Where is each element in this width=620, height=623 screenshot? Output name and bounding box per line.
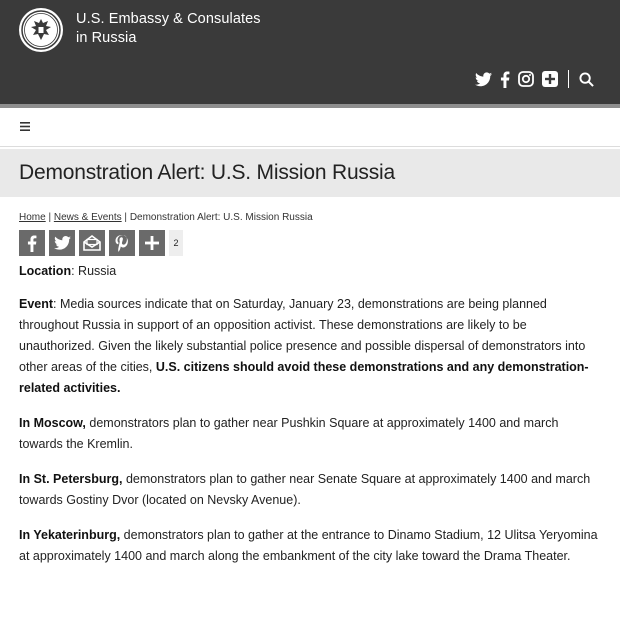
breadcrumb-separator: |: [121, 212, 130, 223]
site-title[interactable]: [76, 10, 261, 48]
site-title-line2: in Russia: [76, 30, 137, 46]
yekaterinburg-paragraph: [19, 525, 601, 567]
twitter-icon: [54, 236, 71, 250]
plus-icon[interactable]: [542, 71, 558, 87]
embassy-seal-logo[interactable]: [18, 7, 64, 53]
moscow-lead: In Moscow,: [19, 416, 86, 430]
yekaterinburg-lead: In Yekaterinburg,: [19, 528, 121, 542]
pinterest-icon: [114, 234, 130, 252]
social-divider: [568, 70, 569, 88]
hamburger-menu-icon[interactable]: [20, 122, 30, 131]
social-links: [475, 70, 594, 88]
title-band: [0, 149, 620, 197]
share-pinterest-button[interactable]: [109, 230, 135, 256]
site-header: [0, 0, 620, 108]
facebook-icon[interactable]: [500, 71, 510, 88]
yekaterinburg-text: demonstrators plan to gather at the entrance to Dinamo Stadium, 12 Ulitsa Yeryomina at approximately 1400 and march along the embankment of the city lake toward the Drama Theater.: [19, 528, 598, 563]
petersburg-text: demonstrators plan to gather near Senate Square at approximately 1400 and march towards Gostiny Dvor (located on Nevsky Avenue).: [19, 472, 591, 507]
share-more-button[interactable]: [139, 230, 165, 256]
event-text: : Media sources indicate that on Saturday, January 23, demonstrations are being planned throughout Russia in support of an opposition activist. These demonstrations are likely to be unauthorized. Given the likely substantial police presence and possible dispersal of demonstrators into other areas of the cities,: [19, 297, 586, 374]
page-title: Demonstration Alert: U.S. Mission Russia: [19, 161, 395, 184]
event-label: Event: [19, 297, 54, 311]
petersburg-lead: In St. Petersburg,: [19, 472, 123, 486]
location-line: [19, 262, 601, 280]
twitter-icon[interactable]: [475, 72, 492, 87]
breadcrumb: [19, 212, 601, 224]
petersburg-paragraph: [19, 469, 601, 511]
nav-bar: [0, 108, 620, 147]
search-icon[interactable]: [579, 72, 594, 87]
location-label: Location: [19, 264, 72, 278]
moscow-paragraph: [19, 413, 601, 455]
event-paragraph: [19, 294, 601, 399]
share-twitter-button[interactable]: [49, 230, 75, 256]
share-facebook-button[interactable]: [19, 230, 45, 256]
article: [0, 212, 620, 567]
breadcrumb-current: Demonstration Alert: U.S. Mission Russia: [129, 212, 313, 223]
instagram-icon[interactable]: [518, 71, 534, 87]
facebook-icon: [27, 235, 37, 252]
share-bar: [19, 230, 601, 256]
breadcrumb-separator: |: [45, 212, 54, 223]
share-count: 2: [169, 230, 183, 256]
share-email-button[interactable]: [79, 230, 105, 256]
event-warning: U.S. citizens should avoid these demonstrations and any demonstration-related activities.: [19, 360, 589, 395]
plus-icon: [145, 236, 159, 250]
breadcrumb-news-link[interactable]: News & Events: [53, 212, 122, 223]
breadcrumb-home-link[interactable]: Home: [19, 212, 46, 223]
site-title-line1: U.S. Embassy & Consulates: [76, 11, 261, 27]
location-value: : Russia: [71, 264, 117, 278]
moscow-text: demonstrators plan to gather near Pushkin Square at approximately 1400 and march towards the Kremlin.: [19, 416, 559, 451]
email-icon: [83, 235, 101, 251]
